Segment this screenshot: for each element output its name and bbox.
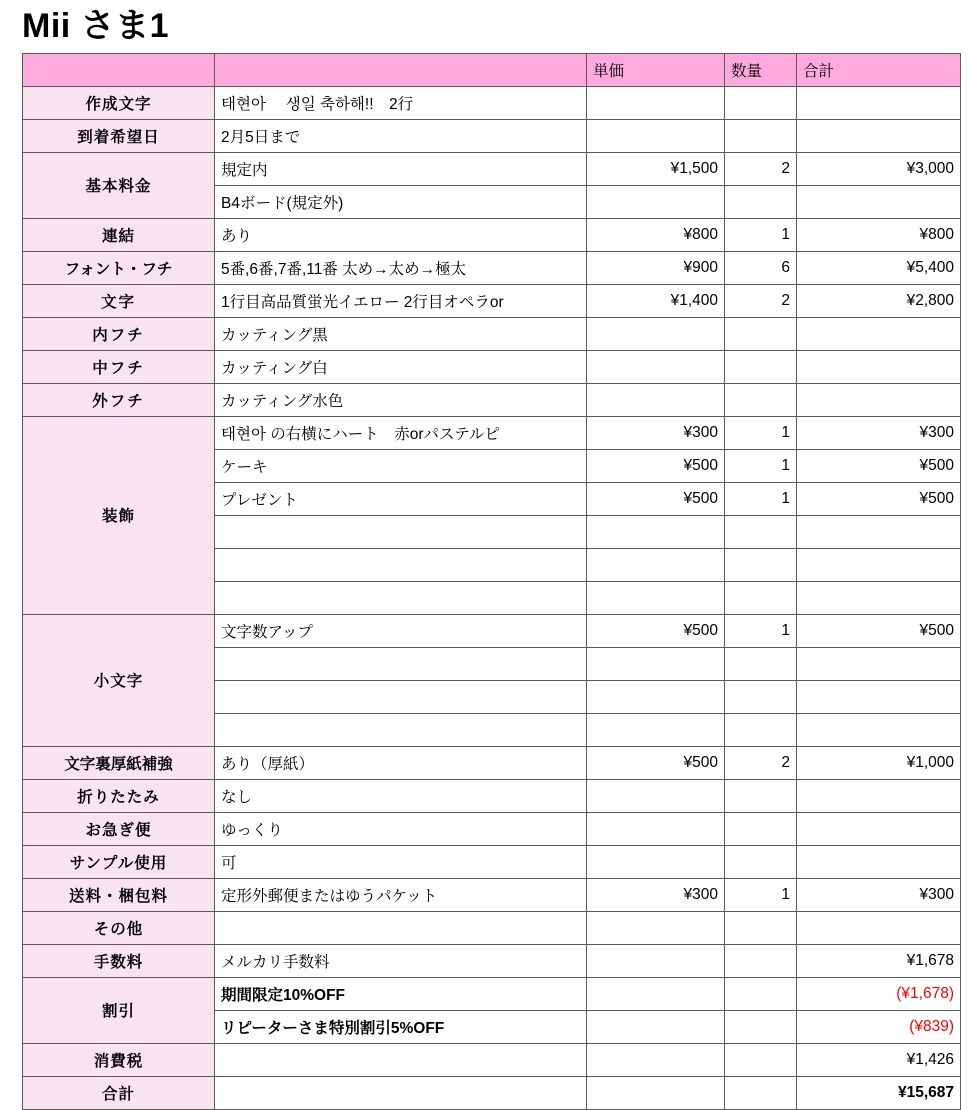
row-unit-price: ¥300 bbox=[587, 878, 725, 911]
row-total bbox=[797, 680, 961, 713]
row-unit-price bbox=[587, 944, 725, 977]
row-quantity bbox=[725, 317, 797, 350]
row-detail: 2月5日まで bbox=[215, 119, 587, 152]
row-quantity bbox=[725, 779, 797, 812]
row-label: 文字 bbox=[23, 284, 215, 317]
row-unit-price: ¥1,500 bbox=[587, 152, 725, 185]
row-quantity bbox=[725, 383, 797, 416]
row-detail bbox=[215, 548, 587, 581]
row-unit-price bbox=[587, 812, 725, 845]
row-label: 折りたたみ bbox=[23, 779, 215, 812]
row-total: ¥1,000 bbox=[797, 746, 961, 779]
header-detail bbox=[215, 53, 587, 86]
table-row bbox=[23, 812, 961, 845]
row-total bbox=[797, 911, 961, 944]
row-quantity: 1 bbox=[725, 482, 797, 515]
header-unit-price: 単価 bbox=[587, 53, 725, 86]
table-row bbox=[23, 977, 961, 1010]
row-detail: ゆっくり bbox=[215, 812, 587, 845]
table-row bbox=[23, 284, 961, 317]
row-label: 文字裏厚紙補強 bbox=[23, 746, 215, 779]
row-quantity: 1 bbox=[725, 614, 797, 647]
row-unit-price: ¥800 bbox=[587, 218, 725, 251]
row-detail bbox=[215, 911, 587, 944]
row-quantity bbox=[725, 1010, 797, 1043]
row-label: 基本料金 bbox=[23, 152, 215, 218]
row-unit-price bbox=[587, 185, 725, 218]
row-quantity bbox=[725, 977, 797, 1010]
row-quantity bbox=[725, 1076, 797, 1109]
table-body bbox=[23, 53, 961, 1109]
row-label: 作成文字 bbox=[23, 86, 215, 119]
row-detail bbox=[215, 647, 587, 680]
row-label: サンプル使用 bbox=[23, 845, 215, 878]
row-detail: 規定内 bbox=[215, 152, 587, 185]
row-total: ¥300 bbox=[797, 416, 961, 449]
row-label: 到着希望日 bbox=[23, 119, 215, 152]
row-unit-price: ¥500 bbox=[587, 746, 725, 779]
row-unit-price bbox=[587, 515, 725, 548]
table-row bbox=[23, 251, 961, 284]
row-unit-price bbox=[587, 713, 725, 746]
row-total: ¥500 bbox=[797, 449, 961, 482]
row-unit-price bbox=[587, 779, 725, 812]
row-unit-price: ¥300 bbox=[587, 416, 725, 449]
row-quantity bbox=[725, 647, 797, 680]
row-detail: B4ボード(規定外) bbox=[215, 185, 587, 218]
row-quantity: 2 bbox=[725, 284, 797, 317]
row-detail: 5番,6番,7番,11番 太め→太め→極太 bbox=[215, 251, 587, 284]
row-unit-price: ¥900 bbox=[587, 251, 725, 284]
row-quantity bbox=[725, 86, 797, 119]
table-row bbox=[23, 614, 961, 647]
row-label: 連結 bbox=[23, 218, 215, 251]
row-total: (¥1,678) bbox=[797, 977, 961, 1010]
row-detail: あり bbox=[215, 218, 587, 251]
row-detail: 태현아 の右横にハート 赤orパステルピ bbox=[215, 416, 587, 449]
table-row bbox=[23, 911, 961, 944]
row-total: ¥15,687 bbox=[797, 1076, 961, 1109]
row-detail bbox=[215, 581, 587, 614]
table-row bbox=[23, 779, 961, 812]
row-total: ¥800 bbox=[797, 218, 961, 251]
row-unit-price bbox=[587, 317, 725, 350]
row-total: ¥5,400 bbox=[797, 251, 961, 284]
row-quantity bbox=[725, 1043, 797, 1076]
row-quantity bbox=[725, 548, 797, 581]
row-label: 手数料 bbox=[23, 944, 215, 977]
row-total bbox=[797, 350, 961, 383]
row-total: ¥2,800 bbox=[797, 284, 961, 317]
row-quantity: 6 bbox=[725, 251, 797, 284]
row-detail: メルカリ手数料 bbox=[215, 944, 587, 977]
row-unit-price: ¥500 bbox=[587, 614, 725, 647]
row-label: 送料・梱包料 bbox=[23, 878, 215, 911]
row-unit-price bbox=[587, 977, 725, 1010]
row-unit-price: ¥500 bbox=[587, 482, 725, 515]
row-label: 小文字 bbox=[23, 614, 215, 746]
row-total bbox=[797, 713, 961, 746]
row-total: ¥1,678 bbox=[797, 944, 961, 977]
table-row bbox=[23, 746, 961, 779]
page-title: Mii さま1 bbox=[22, 7, 170, 45]
row-total bbox=[797, 383, 961, 416]
row-unit-price bbox=[587, 383, 725, 416]
table-header-row bbox=[23, 53, 961, 86]
row-label: 外フチ bbox=[23, 383, 215, 416]
table-row bbox=[23, 1043, 961, 1076]
order-table bbox=[22, 53, 961, 1110]
row-detail: 文字数アップ bbox=[215, 614, 587, 647]
row-unit-price bbox=[587, 911, 725, 944]
row-detail: 可 bbox=[215, 845, 587, 878]
row-total bbox=[797, 185, 961, 218]
table-row bbox=[23, 152, 961, 185]
row-quantity: 1 bbox=[725, 449, 797, 482]
row-detail: ケーキ bbox=[215, 449, 587, 482]
table-row-grand-total bbox=[23, 1076, 961, 1109]
row-quantity bbox=[725, 713, 797, 746]
row-detail bbox=[215, 1076, 587, 1109]
row-unit-price bbox=[587, 845, 725, 878]
row-quantity bbox=[725, 812, 797, 845]
row-unit-price: ¥1,400 bbox=[587, 284, 725, 317]
table-row bbox=[23, 944, 961, 977]
row-total bbox=[797, 548, 961, 581]
row-quantity bbox=[725, 350, 797, 383]
row-label: 消費税 bbox=[23, 1043, 215, 1076]
row-total bbox=[797, 779, 961, 812]
row-unit-price bbox=[587, 350, 725, 383]
row-total: ¥500 bbox=[797, 482, 961, 515]
row-unit-price bbox=[587, 581, 725, 614]
row-total bbox=[797, 812, 961, 845]
header-quantity: 数量 bbox=[725, 53, 797, 86]
table-row bbox=[23, 218, 961, 251]
row-quantity bbox=[725, 185, 797, 218]
row-total bbox=[797, 515, 961, 548]
row-quantity bbox=[725, 680, 797, 713]
row-unit-price bbox=[587, 1043, 725, 1076]
row-label: 割引 bbox=[23, 977, 215, 1043]
row-quantity bbox=[725, 911, 797, 944]
row-unit-price bbox=[587, 1076, 725, 1109]
row-label: フォント・フチ bbox=[23, 251, 215, 284]
row-label: その他 bbox=[23, 911, 215, 944]
row-total bbox=[797, 581, 961, 614]
row-label: 合計 bbox=[23, 1076, 215, 1109]
row-total: ¥500 bbox=[797, 614, 961, 647]
row-total: ¥3,000 bbox=[797, 152, 961, 185]
row-detail bbox=[215, 1043, 587, 1076]
row-quantity bbox=[725, 119, 797, 152]
row-detail bbox=[215, 515, 587, 548]
row-detail: あり（厚紙） bbox=[215, 746, 587, 779]
row-label: 内フチ bbox=[23, 317, 215, 350]
table-row bbox=[23, 119, 961, 152]
row-label: 中フチ bbox=[23, 350, 215, 383]
row-unit-price bbox=[587, 119, 725, 152]
row-quantity: 2 bbox=[725, 746, 797, 779]
row-total: ¥300 bbox=[797, 878, 961, 911]
row-quantity bbox=[725, 845, 797, 878]
row-total: (¥839) bbox=[797, 1010, 961, 1043]
table-row bbox=[23, 416, 961, 449]
row-quantity: 1 bbox=[725, 218, 797, 251]
row-detail: なし bbox=[215, 779, 587, 812]
row-unit-price bbox=[587, 86, 725, 119]
row-unit-price bbox=[587, 1010, 725, 1043]
table-row bbox=[23, 350, 961, 383]
row-detail: リピーターさま特別割引5%OFF bbox=[215, 1010, 587, 1043]
row-quantity: 1 bbox=[725, 878, 797, 911]
row-quantity: 1 bbox=[725, 416, 797, 449]
table-row bbox=[23, 86, 961, 119]
row-detail bbox=[215, 713, 587, 746]
row-detail: 1行目高品質蛍光イエロー 2行目オペラor bbox=[215, 284, 587, 317]
row-label: 装飾 bbox=[23, 416, 215, 614]
row-total bbox=[797, 119, 961, 152]
row-detail: 태현아 생일 축하해!! 2行 bbox=[215, 86, 587, 119]
row-total bbox=[797, 317, 961, 350]
row-unit-price: ¥500 bbox=[587, 449, 725, 482]
row-quantity: 2 bbox=[725, 152, 797, 185]
row-detail: プレゼント bbox=[215, 482, 587, 515]
row-quantity bbox=[725, 581, 797, 614]
row-quantity bbox=[725, 515, 797, 548]
row-detail bbox=[215, 680, 587, 713]
row-total bbox=[797, 86, 961, 119]
header-total: 合計 bbox=[797, 53, 961, 86]
row-total: ¥1,426 bbox=[797, 1043, 961, 1076]
row-detail: カッティング白 bbox=[215, 350, 587, 383]
row-detail: 期間限定10%OFF bbox=[215, 977, 587, 1010]
table-row bbox=[23, 845, 961, 878]
table-row bbox=[23, 317, 961, 350]
table-row bbox=[23, 383, 961, 416]
header-label bbox=[23, 53, 215, 86]
row-unit-price bbox=[587, 647, 725, 680]
row-total bbox=[797, 845, 961, 878]
row-detail: カッティング黒 bbox=[215, 317, 587, 350]
row-label: お急ぎ便 bbox=[23, 812, 215, 845]
row-detail: 定形外郵便またはゆうパケット bbox=[215, 878, 587, 911]
row-unit-price bbox=[587, 548, 725, 581]
row-quantity bbox=[725, 944, 797, 977]
row-detail: カッティング水色 bbox=[215, 383, 587, 416]
table-row bbox=[23, 878, 961, 911]
row-unit-price bbox=[587, 680, 725, 713]
row-total bbox=[797, 647, 961, 680]
